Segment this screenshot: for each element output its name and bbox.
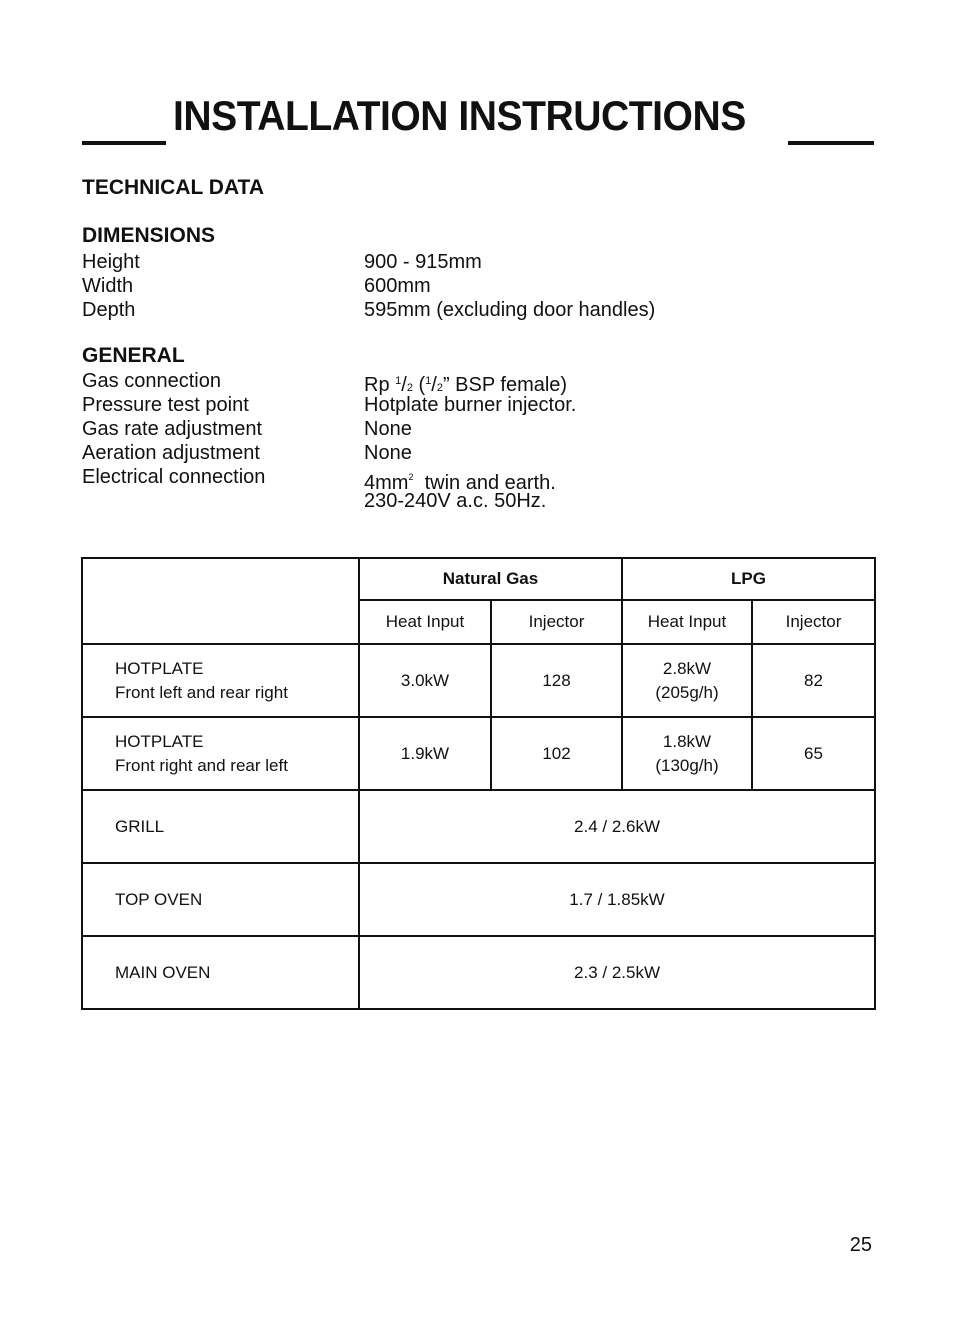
dimension-label: Height	[82, 251, 140, 273]
dimensions-heading: DIMENSIONS	[82, 224, 216, 247]
dimension-label: Width	[82, 275, 134, 297]
row-label	[82, 644, 359, 717]
general-row	[82, 465, 862, 494]
lpg-injector-cell: 65	[752, 717, 875, 790]
title-rule-right	[788, 141, 874, 145]
row-name: HOTPLATE	[115, 658, 204, 678]
technical-data-heading: TECHNICAL DATA	[82, 176, 264, 199]
lpg-heat-cell	[622, 717, 752, 790]
ng-heat-cell: 3.0kW	[359, 644, 491, 717]
title-rule-left	[82, 141, 166, 145]
table-header-row	[82, 558, 875, 600]
rating-cell: 2.4 / 2.6kW	[359, 790, 875, 863]
general-label: Aeration adjustment	[82, 442, 260, 464]
lpg-heat-value: 1.8kW	[662, 731, 712, 751]
row-desc: Front right and rear left	[115, 755, 288, 775]
lpg-heat-input-header: Heat Input	[622, 600, 752, 644]
table-row	[82, 936, 875, 1009]
general-label: Electrical connection	[82, 466, 266, 488]
ng-injector-header: Injector	[491, 600, 622, 644]
fraction-denominator: 2	[406, 382, 413, 394]
row-desc: Front left and rear right	[115, 682, 288, 702]
general-value: None	[364, 418, 412, 440]
rating-cell: 1.7 / 1.85kW	[359, 863, 875, 936]
general-label: Gas connection	[82, 370, 221, 392]
general-row	[82, 417, 862, 441]
lpg-heat-cell	[622, 644, 752, 717]
gas-connection-mid: (	[412, 374, 426, 396]
general-row	[82, 441, 862, 465]
electrical-value-a: 4mm	[364, 472, 409, 494]
lpg-heat-value: 2.8kW	[662, 658, 712, 678]
lpg-heat-rate: (205g/h)	[655, 682, 719, 702]
electrical-value-b: twin and earth.	[413, 472, 556, 494]
row-name: HOTPLATE	[115, 731, 204, 751]
gas-connection-prefix: Rp	[364, 374, 396, 396]
dimension-label: Depth	[82, 299, 136, 321]
general-value: None	[364, 442, 412, 464]
page-header	[82, 92, 874, 148]
ng-heat-input-header: Heat Input	[359, 600, 491, 644]
general-row	[82, 393, 862, 417]
dimension-value: 900 - 915mm	[364, 251, 482, 273]
page-title: INSTALLATION INSTRUCTIONS	[173, 92, 746, 139]
general-heading: GENERAL	[82, 344, 185, 367]
lpg-heat-rate: (130g/h)	[655, 755, 719, 775]
page-number: 25	[849, 1234, 872, 1256]
ng-heat-cell: 1.9kW	[359, 717, 491, 790]
fraction-denominator: 2	[436, 382, 443, 394]
row-label: MAIN OVEN	[82, 936, 359, 1009]
general-value: Hotplate burner injector.	[364, 394, 577, 416]
gas-connection-suffix: ” BSP female)	[442, 374, 568, 396]
electrical-value-line2: 230-240V a.c. 50Hz.	[364, 490, 547, 512]
general-row	[82, 369, 862, 396]
lpg-injector-header: Injector	[752, 600, 875, 644]
rating-cell: 2.3 / 2.5kW	[359, 936, 875, 1009]
general-row	[82, 489, 862, 513]
table-row	[82, 717, 875, 790]
dimension-value: 600mm	[364, 275, 431, 297]
general-label: Pressure test point	[82, 394, 249, 416]
gas-connection-value: Rp $^1$/2 ($^1$/2” BSP female)	[364, 374, 568, 396]
dimension-row	[82, 250, 862, 274]
ng-injector-cell: 102	[491, 717, 622, 790]
dimension-value: 595mm (excluding door handles)	[364, 299, 656, 321]
fraction-numerator: 1	[395, 375, 402, 387]
general-list	[82, 369, 862, 513]
dimension-row	[82, 298, 862, 322]
lpg-header: LPG	[622, 558, 875, 600]
table-row	[82, 790, 875, 863]
ng-injector-cell: 128	[491, 644, 622, 717]
natural-gas-header: Natural Gas	[359, 558, 622, 600]
technical-table	[81, 557, 876, 1010]
dimension-row	[82, 274, 862, 298]
table-row	[82, 644, 875, 717]
row-label	[82, 717, 359, 790]
general-label: Gas rate adjustment	[82, 418, 263, 440]
lpg-injector-cell: 82	[752, 644, 875, 717]
row-label: GRILL	[82, 790, 359, 863]
table-row	[82, 863, 875, 936]
dimensions-list	[82, 250, 862, 322]
superscript: 2	[408, 472, 414, 482]
table-corner-cell	[82, 558, 359, 644]
fraction-numerator: 1	[425, 375, 432, 387]
row-label: TOP OVEN	[82, 863, 359, 936]
